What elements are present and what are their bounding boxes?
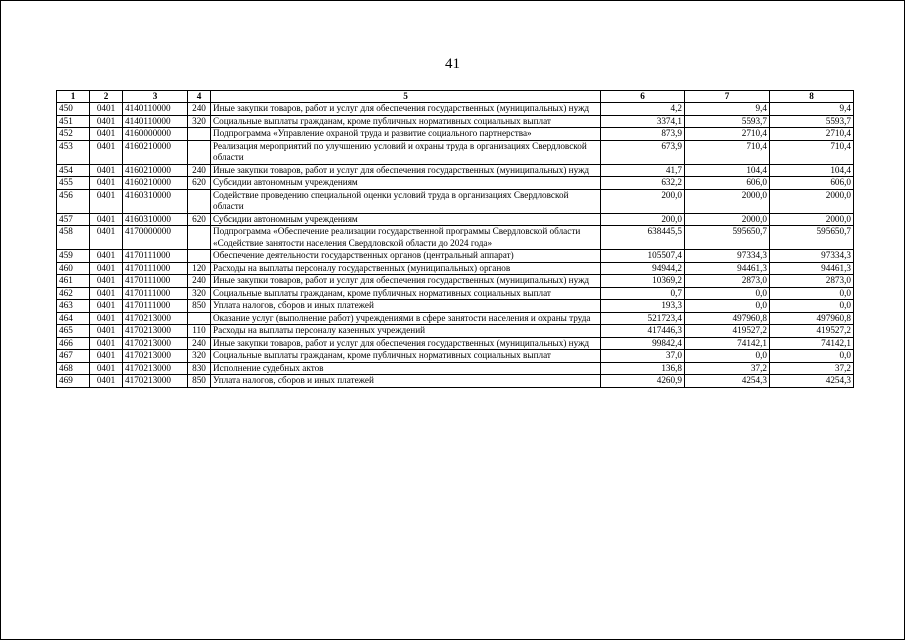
target-article-code: 4170111000: [123, 287, 188, 300]
section-code: 0401: [90, 140, 123, 164]
row-number: 458: [57, 226, 90, 250]
amount-col-8: 4254,3: [770, 375, 854, 388]
amount-col-7: 97334,3: [685, 250, 770, 263]
section-code: 0401: [90, 312, 123, 325]
amount-col-8: 595650,7: [770, 226, 854, 250]
target-article-code: 4170000000: [123, 226, 188, 250]
amount-col-7: 5593,7: [685, 115, 770, 128]
amount-col-8: 2710,4: [770, 128, 854, 141]
row-number: 462: [57, 287, 90, 300]
column-header: 8: [770, 91, 854, 103]
amount-col-7: 94461,3: [685, 262, 770, 275]
target-article-code: 4160310000: [123, 213, 188, 226]
table-row: [57, 140, 854, 164]
target-article-code: 4170213000: [123, 362, 188, 375]
item-name: Социальные выплаты гражданам, кроме публичных нормативных социальных выплат: [211, 350, 601, 363]
row-number: 467: [57, 350, 90, 363]
target-article-code: 4140110000: [123, 115, 188, 128]
table-row: [57, 103, 854, 116]
item-name: Уплата налогов, сборов и иных платежей: [211, 375, 601, 388]
table-row: [57, 250, 854, 263]
expense-type-code: 240: [188, 103, 211, 116]
amount-col-8: 0,0: [770, 350, 854, 363]
column-header: 6: [601, 91, 685, 103]
row-number: 464: [57, 312, 90, 325]
item-name: Иные закупки товаров, работ и услуг для обеспечения государственных (муниципальных) нужд: [211, 103, 601, 116]
amount-col-8: 74142,1: [770, 337, 854, 350]
amount-col-6: 94944,2: [601, 262, 685, 275]
row-number: 456: [57, 189, 90, 213]
column-header: 7: [685, 91, 770, 103]
expense-type-code: 320: [188, 287, 211, 300]
target-article-code: 4170213000: [123, 312, 188, 325]
amount-col-7: 606,0: [685, 177, 770, 190]
section-code: 0401: [90, 262, 123, 275]
table-row: [57, 287, 854, 300]
amount-col-6: 3374,1: [601, 115, 685, 128]
item-name: Расходы на выплаты персоналу казенных учреждений: [211, 325, 601, 338]
table-row: [57, 312, 854, 325]
item-name: Уплата налогов, сборов и иных платежей: [211, 300, 601, 313]
amount-col-8: 5593,7: [770, 115, 854, 128]
target-article-code: 4170111000: [123, 250, 188, 263]
row-number: 461: [57, 275, 90, 288]
target-article-code: 4170111000: [123, 262, 188, 275]
amount-col-7: 710,4: [685, 140, 770, 164]
amount-col-6: 417446,3: [601, 325, 685, 338]
expense-type-code: [188, 140, 211, 164]
table-row: [57, 164, 854, 177]
expense-type-code: 240: [188, 275, 211, 288]
expense-type-code: 830: [188, 362, 211, 375]
target-article-code: 4140110000: [123, 103, 188, 116]
target-article-code: 4170213000: [123, 375, 188, 388]
amount-col-7: 2000,0: [685, 213, 770, 226]
row-number: 457: [57, 213, 90, 226]
budget-table: [56, 90, 854, 388]
amount-col-7: 0,0: [685, 350, 770, 363]
expense-type-code: [188, 189, 211, 213]
section-code: 0401: [90, 164, 123, 177]
amount-col-6: 632,2: [601, 177, 685, 190]
table-row: [57, 226, 854, 250]
table-row: [57, 325, 854, 338]
table-row: [57, 362, 854, 375]
expense-type-code: 240: [188, 337, 211, 350]
item-name: Иные закупки товаров, работ и услуг для обеспечения государственных (муниципальных) нужд: [211, 275, 601, 288]
amount-col-7: 2710,4: [685, 128, 770, 141]
table-row: [57, 337, 854, 350]
section-code: 0401: [90, 115, 123, 128]
expense-type-code: 850: [188, 375, 211, 388]
amount-col-8: 606,0: [770, 177, 854, 190]
amount-col-6: 4,2: [601, 103, 685, 116]
row-number: 460: [57, 262, 90, 275]
target-article-code: 4170213000: [123, 350, 188, 363]
row-number: 455: [57, 177, 90, 190]
target-article-code: 4160210000: [123, 164, 188, 177]
amount-col-6: 673,9: [601, 140, 685, 164]
row-number: 450: [57, 103, 90, 116]
target-article-code: 4170213000: [123, 337, 188, 350]
section-code: 0401: [90, 250, 123, 263]
amount-col-7: 2000,0: [685, 189, 770, 213]
table-row: [57, 375, 854, 388]
table-row: [57, 177, 854, 190]
expense-type-code: 120: [188, 262, 211, 275]
amount-col-8: 497960,8: [770, 312, 854, 325]
item-name: Социальные выплаты гражданам, кроме публичных нормативных социальных выплат: [211, 287, 601, 300]
column-header: 4: [188, 91, 211, 103]
amount-col-8: 0,0: [770, 300, 854, 313]
amount-col-7: 9,4: [685, 103, 770, 116]
target-article-code: 4170111000: [123, 275, 188, 288]
amount-col-7: 2873,0: [685, 275, 770, 288]
amount-col-7: 0,0: [685, 287, 770, 300]
expense-type-code: 110: [188, 325, 211, 338]
table-row: [57, 213, 854, 226]
amount-col-6: 200,0: [601, 213, 685, 226]
amount-col-6: 99842,4: [601, 337, 685, 350]
amount-col-8: 94461,3: [770, 262, 854, 275]
item-name: Подпрограмма «Управление охраной труда и развитие социального партнерства»: [211, 128, 601, 141]
expense-type-code: [188, 312, 211, 325]
row-number: 465: [57, 325, 90, 338]
section-code: 0401: [90, 177, 123, 190]
section-code: 0401: [90, 300, 123, 313]
amount-col-7: 595650,7: [685, 226, 770, 250]
section-code: 0401: [90, 128, 123, 141]
expense-type-code: 320: [188, 350, 211, 363]
target-article-code: 4160000000: [123, 128, 188, 141]
target-article-code: 4160210000: [123, 177, 188, 190]
table-row: [57, 275, 854, 288]
amount-col-6: 0,7: [601, 287, 685, 300]
section-code: 0401: [90, 287, 123, 300]
amount-col-6: 193,3: [601, 300, 685, 313]
row-number: 469: [57, 375, 90, 388]
amount-col-7: 0,0: [685, 300, 770, 313]
amount-col-7: 74142,1: [685, 337, 770, 350]
column-header: 2: [90, 91, 123, 103]
column-header: 3: [123, 91, 188, 103]
row-number: 452: [57, 128, 90, 141]
item-name: Содействие проведению специальной оценки условий труда в организациях Свердловской области: [211, 189, 601, 213]
amount-col-6: 873,9: [601, 128, 685, 141]
expense-type-code: 240: [188, 164, 211, 177]
amount-col-8: 2000,0: [770, 189, 854, 213]
section-code: 0401: [90, 375, 123, 388]
amount-col-6: 4260,9: [601, 375, 685, 388]
table-row: [57, 189, 854, 213]
expense-type-code: [188, 128, 211, 141]
table-row: [57, 128, 854, 141]
item-name: Оказание услуг (выполнение работ) учреждениями в сфере занятости населения и охраны труда: [211, 312, 601, 325]
amount-col-8: 9,4: [770, 103, 854, 116]
section-code: 0401: [90, 325, 123, 338]
expense-type-code: [188, 250, 211, 263]
expense-type-code: 620: [188, 213, 211, 226]
amount-col-6: 10369,2: [601, 275, 685, 288]
amount-col-6: 521723,4: [601, 312, 685, 325]
target-article-code: 4160310000: [123, 189, 188, 213]
page-number: 41: [445, 56, 460, 72]
row-number: 463: [57, 300, 90, 313]
target-article-code: 4160210000: [123, 140, 188, 164]
amount-col-7: 37,2: [685, 362, 770, 375]
section-code: 0401: [90, 226, 123, 250]
row-number: 468: [57, 362, 90, 375]
row-number: 453: [57, 140, 90, 164]
table-row: [57, 115, 854, 128]
item-name: Субсидии автономным учреждениям: [211, 213, 601, 226]
row-number: 459: [57, 250, 90, 263]
amount-col-6: 37,0: [601, 350, 685, 363]
item-name: Подпрограмма «Обеспечение реализации государственной программы Свердловской области «Содействие занятости населения Свердловской области до 2024 года»: [211, 226, 601, 250]
expense-type-code: 620: [188, 177, 211, 190]
item-name: Субсидии автономным учреждениям: [211, 177, 601, 190]
amount-col-6: 105507,4: [601, 250, 685, 263]
row-number: 466: [57, 337, 90, 350]
amount-col-8: 97334,3: [770, 250, 854, 263]
row-number: 454: [57, 164, 90, 177]
amount-col-6: 200,0: [601, 189, 685, 213]
section-code: 0401: [90, 189, 123, 213]
table-row: [57, 262, 854, 275]
amount-col-8: 710,4: [770, 140, 854, 164]
item-name: Социальные выплаты гражданам, кроме публичных нормативных социальных выплат: [211, 115, 601, 128]
amount-col-6: 41,7: [601, 164, 685, 177]
amount-col-6: 136,8: [601, 362, 685, 375]
section-code: 0401: [90, 213, 123, 226]
table-row: [57, 350, 854, 363]
expense-type-code: [188, 226, 211, 250]
column-header: 1: [57, 91, 90, 103]
amount-col-8: 0,0: [770, 287, 854, 300]
amount-col-7: 4254,3: [685, 375, 770, 388]
row-number: 451: [57, 115, 90, 128]
section-code: 0401: [90, 337, 123, 350]
column-header: 5: [211, 91, 601, 103]
item-name: Обеспечение деятельности государственных органов (центральный аппарат): [211, 250, 601, 263]
item-name: Иные закупки товаров, работ и услуг для обеспечения государственных (муниципальных) нужд: [211, 164, 601, 177]
target-article-code: 4170213000: [123, 325, 188, 338]
item-name: Реализация мероприятий по улучшению условий и охраны труда в организациях Свердловской области: [211, 140, 601, 164]
section-code: 0401: [90, 350, 123, 363]
table-header-row: [57, 91, 854, 103]
item-name: Расходы на выплаты персоналу государственных (муниципальных) органов: [211, 262, 601, 275]
table-row: [57, 300, 854, 313]
section-code: 0401: [90, 275, 123, 288]
amount-col-7: 419527,2: [685, 325, 770, 338]
amount-col-8: 419527,2: [770, 325, 854, 338]
item-name: Иные закупки товаров, работ и услуг для обеспечения государственных (муниципальных) нужд: [211, 337, 601, 350]
amount-col-8: 104,4: [770, 164, 854, 177]
item-name: Исполнение судебных актов: [211, 362, 601, 375]
amount-col-7: 104,4: [685, 164, 770, 177]
target-article-code: 4170111000: [123, 300, 188, 313]
amount-col-6: 638445,5: [601, 226, 685, 250]
amount-col-8: 2873,0: [770, 275, 854, 288]
expense-type-code: 320: [188, 115, 211, 128]
section-code: 0401: [90, 103, 123, 116]
amount-col-8: 37,2: [770, 362, 854, 375]
expense-type-code: 850: [188, 300, 211, 313]
amount-col-8: 2000,0: [770, 213, 854, 226]
section-code: 0401: [90, 362, 123, 375]
amount-col-7: 497960,8: [685, 312, 770, 325]
